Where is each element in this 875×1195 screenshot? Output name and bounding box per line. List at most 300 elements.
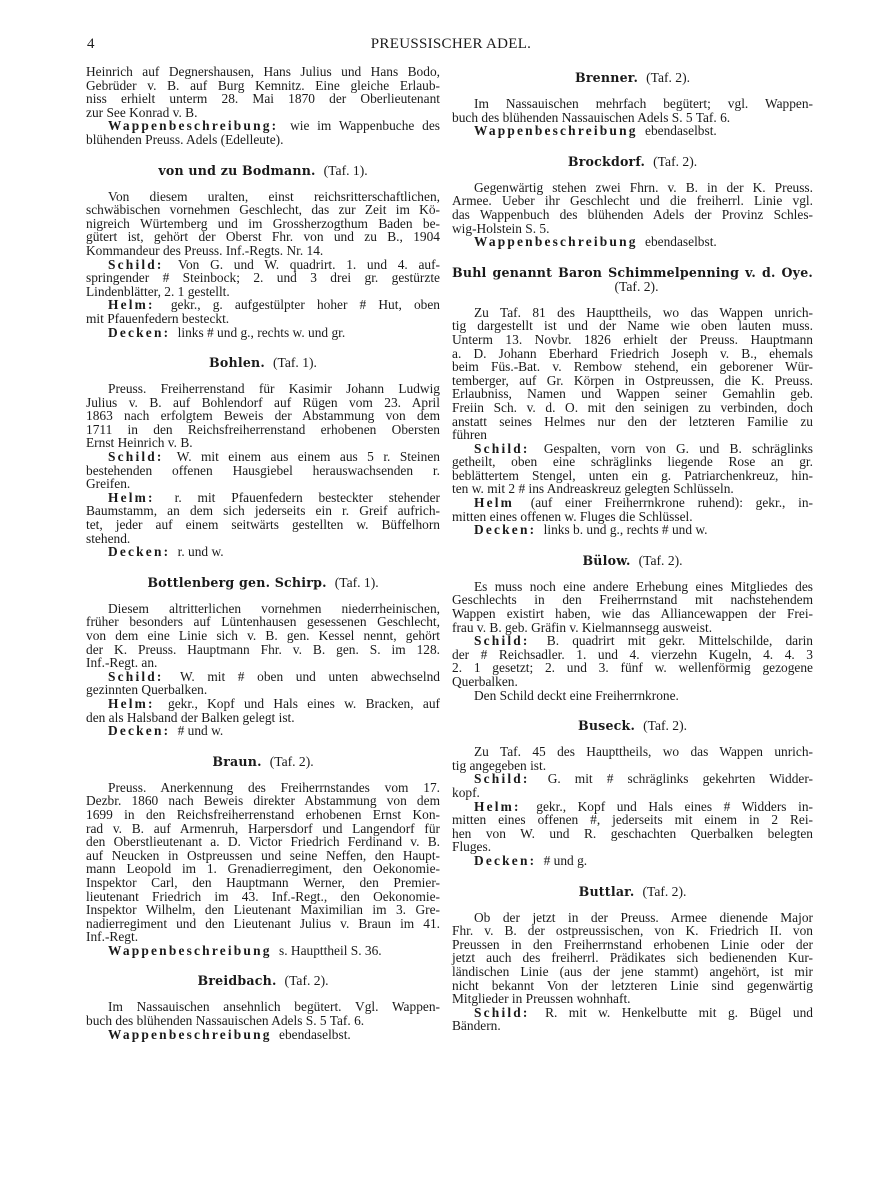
field-label: Wappenbeschreibung:	[108, 118, 279, 134]
text-line	[86, 643, 440, 657]
entry-heading	[86, 164, 440, 178]
running-title: PREUSSISCHER ADEL.	[370, 36, 532, 52]
text-line	[452, 482, 813, 496]
field-label: Schild:	[108, 449, 164, 465]
line-text: ebendaselbst.	[279, 1026, 351, 1042]
line-text: nicht bekannt Von der letzteren Linie sind gegenwärtig	[452, 977, 813, 993]
line-text: gütert ist, gehört der Oberst Fhr. von und zu B., 1904	[86, 229, 440, 245]
field-label: Helm:	[108, 695, 155, 711]
paragraph	[452, 800, 813, 854]
text-line	[452, 194, 813, 208]
line-text: R. mit w. Henkelbutte mit g. Bügel und	[545, 1004, 813, 1020]
line-text: das Wappenbuch des blühenden Adels der Provinz Schles-	[452, 206, 813, 222]
line-text: von dem eine Linie sich v. B. gen. Kessel nennt, gehört	[86, 628, 440, 643]
family-name: Brenner.	[574, 70, 639, 85]
text-line	[452, 428, 813, 442]
paragraph	[86, 545, 440, 559]
line-text: Inf.-Regt. an.	[86, 655, 158, 671]
text-line	[452, 523, 813, 537]
text-line	[86, 190, 440, 204]
line-text: Den Schild deckt eine Freiherrnkrone.	[474, 687, 679, 703]
field-label: Schild:	[474, 440, 530, 456]
paragraph	[452, 181, 813, 235]
line-text: wie im Wappenbuche des	[290, 118, 440, 134]
line-text: gekr., g. aufgestülpter hoher # Hut, oben	[170, 297, 440, 313]
text-line	[86, 903, 440, 917]
text-line	[86, 450, 440, 464]
field-label: Wappenbeschreibung	[474, 123, 638, 139]
entry-heading	[452, 155, 813, 169]
line-text: ebendaselbst.	[645, 234, 717, 250]
entry-section	[86, 576, 440, 738]
line-text: Kommandeur des Preuss. Inf.-Regts. Nr. 14.	[86, 242, 324, 258]
text-line	[452, 1019, 813, 1033]
line-text: Heinrich auf Degnershausen, Hans Julius und Hans Bodo,	[86, 64, 440, 79]
text-line	[452, 415, 813, 429]
text-line	[86, 285, 440, 299]
line-text: stehend.	[86, 530, 131, 546]
line-text: Es muss noch eine andere Erhebung eines Mitgliedes des	[474, 578, 813, 594]
line-text: links b. und g., rechts # und w.	[543, 522, 708, 538]
text-line	[86, 230, 440, 244]
text-line	[452, 208, 813, 222]
line-text: G. mit # schräglinks gekehrten Widder-	[547, 771, 813, 787]
line-text: Greifen.	[86, 476, 131, 492]
line-text: beblättertem Stengel, unten ein g. Patriarchenkreuz, hin-	[452, 467, 813, 483]
text-line	[86, 217, 440, 231]
line-text: Armee. Ueber ihr Geschlecht und die freiherrl. Linie vgl.	[452, 193, 813, 209]
text-line	[452, 979, 813, 993]
entry-section	[452, 885, 813, 1033]
text-line	[86, 876, 440, 890]
family-name: Buhl genannt Baron Schimmelpenning v. d. Oye.	[452, 264, 813, 280]
line-text: schwäbischen vornehmen Geschlecht, das zur Zeit im Kö-	[86, 202, 440, 218]
family-name: Buseck.	[577, 718, 636, 734]
line-text: Baumstamm, an dem sich jederseits ein r. Greif aufrich-	[86, 503, 440, 519]
text-line	[86, 822, 440, 836]
line-text: 1863 nach erfolgtem Beweis der Abstammung von dem	[86, 408, 440, 424]
family-name: Buttlar.	[578, 883, 635, 899]
text-line	[86, 545, 440, 559]
text-line	[452, 401, 813, 415]
text-line	[452, 911, 813, 925]
entry-heading	[86, 755, 440, 769]
line-text: Ernst Heinrich v. B.	[86, 435, 193, 451]
line-text: Zu Taf. 81 des Haupttheils, wo das Wappen unrich-	[474, 304, 813, 320]
text-line	[86, 808, 440, 822]
text-line	[452, 607, 813, 621]
entry-heading	[452, 719, 813, 733]
page-header	[87, 36, 815, 54]
entry-section	[452, 71, 813, 138]
paragraph	[86, 670, 440, 697]
text-line	[452, 854, 813, 868]
left-column	[86, 65, 440, 1041]
text-line	[452, 496, 813, 510]
family-name: Breidbach.	[197, 973, 277, 989]
paragraph	[86, 724, 440, 738]
paragraph	[452, 911, 813, 1006]
line-text: der # Reichsadler. 1. und 4. vierzehn Kugeln, 4. 4. 3	[452, 646, 813, 662]
text-line	[86, 602, 440, 616]
line-text: niss erhielt unterm 28. Mai 1870 der Oberlieutenant	[86, 91, 440, 107]
text-line	[86, 724, 440, 738]
field-label: Decken:	[108, 324, 171, 340]
plate-reference: (Taf. 2).	[269, 753, 314, 769]
line-text: # und w.	[177, 723, 224, 739]
text-line	[452, 772, 813, 786]
line-text: blühenden Preuss. Adels (Edelleute).	[86, 131, 284, 147]
line-text: Inspektor Wilhelm, den Lieutenant Maximilian im 3. Gre-	[86, 902, 440, 918]
text-line	[86, 930, 440, 944]
paragraph	[452, 854, 813, 868]
paragraph	[86, 190, 440, 258]
text-line	[86, 258, 440, 272]
line-text: tig angegeben ist.	[452, 757, 547, 773]
field-label: Schild:	[474, 633, 530, 649]
family-name: Bülow.	[582, 552, 631, 568]
entry-section	[86, 164, 440, 340]
text-line	[452, 235, 813, 249]
text-line	[452, 580, 813, 594]
line-text: wig-Holstein S. 5.	[452, 220, 550, 236]
line-text: lieutenant Friedrich im 43. Inf.-Regt., den Oekonomie-	[86, 888, 440, 904]
text-line	[86, 849, 440, 863]
right-column	[452, 65, 813, 1033]
field-label: Schild:	[474, 771, 530, 787]
text-line	[86, 382, 440, 396]
text-line	[86, 409, 440, 423]
line-text: Gespalten, vorn von G. und B. schräglinks	[543, 440, 813, 456]
line-text: links # und g., rechts w. und gr.	[177, 324, 346, 340]
paragraph	[86, 119, 440, 146]
entry-heading	[452, 266, 813, 294]
line-text: W. mit einem aus einem aus 5 r. Steinen	[176, 449, 440, 465]
text-line	[86, 1028, 440, 1042]
entry-heading	[452, 71, 813, 85]
line-text: Dezbr. 1860 nach Beweis direkter Abstammung von dem	[86, 793, 440, 809]
line-text: Ob der jetzt in der Preuss. Armee dienende Major	[474, 909, 813, 925]
line-text: den als Halsband der Balken gelegt ist.	[86, 709, 295, 725]
text-line	[86, 670, 440, 684]
line-text: Fhr. v. B. der ostpreussischen, von K. Friedrich II. von	[452, 923, 813, 939]
line-text: Freiin Sch. v. d. O. mit den seinigen zu verbinden, doch	[452, 399, 813, 415]
line-text: Von diesem uralten, einst reichsritterschaftlichen,	[108, 188, 440, 204]
text-line	[86, 133, 440, 147]
field-label: Decken:	[474, 522, 537, 538]
field-label: Helm:	[474, 798, 521, 814]
line-text: Inspektor Carl, den Hauptmann Werner, den Premier-	[86, 874, 440, 890]
line-text: (auf einer Freiherrnkrone ruhend): gekr., in-	[530, 495, 813, 511]
text-line	[452, 1006, 813, 1020]
paragraph	[452, 523, 813, 537]
text-line	[86, 518, 440, 532]
paragraph	[86, 298, 440, 325]
paragraph	[86, 326, 440, 340]
entry-heading	[452, 885, 813, 899]
text-line	[452, 689, 813, 703]
text-line	[86, 92, 440, 106]
text-line	[86, 504, 440, 518]
text-line	[86, 835, 440, 849]
text-line	[86, 79, 440, 93]
plate-reference: (Taf. 2).	[642, 883, 687, 899]
entry-section	[86, 974, 440, 1041]
line-text: Querbalken.	[452, 674, 518, 689]
text-line	[452, 938, 813, 952]
line-text: nigreich Würtemberg und im Grossherzogthum Baden be-	[86, 215, 440, 231]
plate-reference: (Taf. 1).	[334, 574, 379, 590]
field-label: Decken:	[108, 544, 171, 560]
text-line	[86, 615, 440, 629]
paragraph	[452, 745, 813, 772]
family-name: Brockdorf.	[567, 153, 646, 169]
family-name: von und zu Bodmann.	[158, 162, 316, 178]
entry-heading	[452, 554, 813, 568]
plate-reference: (Taf. 2).	[643, 718, 688, 734]
text-line	[452, 745, 813, 759]
text-line	[86, 1014, 440, 1028]
text-line	[452, 510, 813, 524]
line-text: Bändern.	[452, 1018, 501, 1034]
paragraph	[452, 124, 813, 138]
text-line	[452, 111, 813, 125]
line-text: 1699 in den Reichsfreiherrenstand erhobenen Ernst Kon-	[86, 806, 440, 822]
text-line	[452, 800, 813, 814]
line-text: Gegenwärtig stehen zwei Fhrn. v. B. in der K. Preuss.	[474, 179, 813, 195]
paragraph	[452, 442, 813, 496]
line-text: Zu Taf. 45 des Haupttheils, wo das Wappen unrich-	[474, 744, 813, 760]
text-line	[86, 532, 440, 546]
text-line	[452, 181, 813, 195]
text-line	[86, 271, 440, 285]
text-line	[86, 491, 440, 505]
line-text: früher besonders auf Lüntenhausen gesessenen Geschlecht,	[86, 614, 440, 630]
entry-heading	[86, 576, 440, 590]
line-text: # und g.	[543, 852, 588, 868]
line-text: mit Pfauenfedern besteckt.	[86, 310, 230, 326]
text-line	[452, 759, 813, 773]
text-line	[452, 965, 813, 979]
line-text: nadierregiment und den Lieutenant Julius v. Braun im 41.	[86, 915, 440, 931]
line-text: Unterm 13. Novbr. 1826 erhielt der Preuss. Hauptmann	[452, 331, 813, 347]
field-label: Schild:	[474, 1004, 530, 1020]
text-line	[86, 862, 440, 876]
paragraph	[86, 1028, 440, 1042]
paragraph	[86, 491, 440, 545]
paragraph	[452, 772, 813, 799]
text-line	[86, 106, 440, 120]
text-line	[452, 813, 813, 827]
plate-reference: (Taf. 1).	[323, 162, 368, 178]
line-text: Gebrüder v. B. auf Burg Kemnitz. Eine gleiche Erlaub-	[86, 77, 440, 93]
line-text: gezinnten Querbalken.	[86, 682, 208, 698]
text-line	[86, 312, 440, 326]
line-text: Preuss. Freiherrenstand für Kasimir Johann Ludwig	[108, 381, 440, 397]
line-text: temberger, auf Gr. Körpen in Ostpreussen, die K. Preuss.	[452, 372, 813, 388]
text-line	[86, 1000, 440, 1014]
line-text: a. D. Johann Eberhard Friedrich Joseph v. B., ehemals	[452, 345, 813, 361]
text-line	[86, 781, 440, 795]
paragraph	[452, 306, 813, 442]
line-text: Preuss. Anerkennung des Freiherrnstandes vom 17.	[108, 779, 440, 795]
text-line	[86, 656, 440, 670]
text-line	[86, 917, 440, 931]
text-line	[86, 396, 440, 410]
line-text: Inf.-Regt.	[86, 929, 139, 945]
entry-section	[86, 356, 440, 559]
paragraph	[452, 235, 813, 249]
line-text: jetzt auch des freiherrl. Prädikates sich bedienenden Kur-	[452, 950, 813, 966]
text-line	[86, 65, 440, 79]
line-text: Fluges.	[452, 839, 492, 855]
line-text: auf Neucken in Ostpreussen und seine Neffen, den Haupt-	[86, 847, 440, 863]
family-name: Braun.	[212, 753, 262, 769]
text-line	[86, 683, 440, 697]
paragraph	[86, 697, 440, 724]
text-line	[452, 306, 813, 320]
line-text: hen von W. und R. geschachten Querbalken belegten	[452, 825, 813, 841]
line-text: buch des blühenden Nassauischen Adels S. 5 Taf. 6.	[452, 109, 731, 125]
line-text: ländischen Linie (aus der jene stammt) angehört, ist mir	[452, 963, 813, 979]
field-label: Decken:	[108, 723, 171, 739]
field-label: Helm	[474, 495, 515, 511]
line-text: Wappen existirt haben, wie das Alliancewappen der Frei-	[452, 606, 813, 622]
line-text: springender # Steinbock; 2. und 3 drei gr. gestürzte	[86, 270, 440, 286]
line-text: Geschlechts in den Freiherrnstand mit nachstehendem	[452, 592, 813, 608]
line-text: Erlaubniss, Namen und Wappen seiner Gemahlin geb.	[452, 386, 813, 402]
field-label: Decken:	[474, 852, 537, 868]
text-line	[452, 124, 813, 138]
text-line	[452, 648, 813, 662]
line-text: Preussen in den Freiherrnstand erhobenen Linie oder der	[452, 936, 813, 952]
paragraph	[452, 97, 813, 124]
text-line	[452, 621, 813, 635]
line-text: ten w. mit 2 # ins Andreaskreuz gelegten Schlüsseln.	[452, 481, 734, 497]
text-line	[86, 298, 440, 312]
text-line	[86, 436, 440, 450]
entry-section	[452, 554, 813, 702]
line-text: Diesem altritterlichen vornehmen niederrheinischen,	[108, 600, 440, 616]
text-line	[452, 634, 813, 648]
paragraph	[86, 602, 440, 670]
plate-reference: (Taf. 2).	[653, 153, 698, 169]
line-text: s. Haupttheil S. 36.	[279, 942, 382, 958]
family-name: Bottlenberg gen. Schirp.	[147, 574, 327, 590]
line-text: gekr., Kopf und Hals eines w. Bracken, auf	[168, 695, 440, 711]
line-text: 1711 in den Reichsfreiherrenstand erhobenen Obersten	[86, 421, 440, 437]
text-line	[452, 827, 813, 841]
line-text: gekr., Kopf und Hals eines # Widders in-	[536, 798, 813, 814]
line-text: 2. 1 gesetzt; 2. und 3. fünf w. wellenförmig gezogene	[452, 660, 813, 676]
line-text: r. mit Pfauenfedern besteckter stehender	[174, 489, 440, 505]
field-label: Schild:	[108, 256, 164, 272]
text-line	[452, 374, 813, 388]
text-line	[452, 222, 813, 236]
line-text: Im Nassauischen mehrfach begütert; vgl. Wappen-	[474, 96, 813, 111]
paragraph	[86, 258, 440, 299]
line-text: kopf.	[452, 784, 480, 800]
text-line	[86, 477, 440, 491]
text-line	[452, 786, 813, 800]
page-number: 4	[87, 36, 95, 52]
text-line	[452, 951, 813, 965]
line-text: Mitglieder in Preussen wohnhaft.	[452, 991, 631, 1007]
text-line	[86, 711, 440, 725]
text-line	[452, 347, 813, 361]
text-line	[86, 794, 440, 808]
text-line	[452, 455, 813, 469]
field-label: Wappenbeschreibung	[108, 942, 272, 958]
text-line	[452, 387, 813, 401]
field-label: Wappenbeschreibung	[108, 1026, 272, 1042]
text-line	[452, 840, 813, 854]
entry-section	[452, 155, 813, 249]
family-name: Bohlen.	[209, 355, 265, 371]
paragraph	[86, 1000, 440, 1027]
line-text: B. quadrirt mit gekr. Mittelschilde, darin	[546, 633, 814, 649]
entry-section	[86, 65, 440, 147]
text-line	[452, 992, 813, 1006]
plate-reference: (Taf. 2).	[284, 973, 329, 989]
text-line	[86, 697, 440, 711]
line-text: mitten eines offenen w. Fluges die Schlüssel.	[452, 508, 693, 524]
line-text: den Oberstlieutenant a. D. Victor Friedrich Ferdinand v. B.	[86, 834, 440, 850]
line-text: Lindenblätter, 2. 1 gestellt.	[86, 283, 230, 299]
line-text: mann Leopold im 1. Grenadierregiment, den Oekonomie-	[86, 861, 440, 877]
text-line	[86, 629, 440, 643]
text-line	[452, 675, 813, 689]
line-text: tig dargestellt ist und der Name wie oben lauten muss.	[452, 318, 813, 334]
paragraph	[86, 382, 440, 450]
paragraph	[86, 65, 440, 119]
line-text: mitten eines offenen #, jederseits mit einem in 2 Rei-	[452, 812, 813, 828]
text-line	[452, 360, 813, 374]
paragraph	[452, 580, 813, 634]
text-line	[452, 593, 813, 607]
line-text: beim Füs.-Bat. v. Rembow stehend, ein geborener Wür-	[452, 359, 813, 375]
line-text: r. und w.	[177, 544, 224, 560]
text-line	[452, 661, 813, 675]
line-text: zur See Konrad v. B.	[86, 104, 198, 120]
paragraph	[86, 944, 440, 958]
text-line	[86, 464, 440, 478]
line-text: frau v. B. geb. Gräfin v. Kielmannsegg ausweist.	[452, 619, 713, 635]
text-line	[86, 203, 440, 217]
line-text: getheilt, oben eine schräglinks liegende Rose an gr.	[452, 454, 813, 470]
plate-reference: (Taf. 2).	[646, 70, 691, 85]
text-line	[86, 944, 440, 958]
line-text: der K. Preuss. Hauptmann Fhr. v. B. gen. S. im 128.	[86, 641, 440, 657]
text-line	[452, 333, 813, 347]
text-line	[452, 469, 813, 483]
paragraph	[452, 496, 813, 523]
line-text: rad v. B. auf Armenruh, Harpersdorf und Langendorf für	[86, 820, 440, 836]
text-line	[86, 423, 440, 437]
text-line	[86, 119, 440, 133]
line-text: ebendaselbst.	[645, 123, 717, 139]
field-label: Wappenbeschreibung	[474, 234, 638, 250]
paragraph	[452, 634, 813, 688]
text-line	[452, 924, 813, 938]
line-text: bestehenden offenen Hausgiebel herauswachsenden r.	[86, 462, 440, 478]
field-label: Helm:	[108, 489, 155, 505]
line-text: buch des blühenden Nassauischen Adels S. 5 Taf. 6.	[86, 1013, 365, 1029]
plate-reference: (Taf. 1).	[272, 355, 317, 371]
plate-reference: (Taf. 2).	[614, 278, 659, 294]
line-text: Julius v. B. auf Bohlendorf auf Rügen vom 23. April	[86, 394, 440, 410]
text-line	[452, 97, 813, 111]
